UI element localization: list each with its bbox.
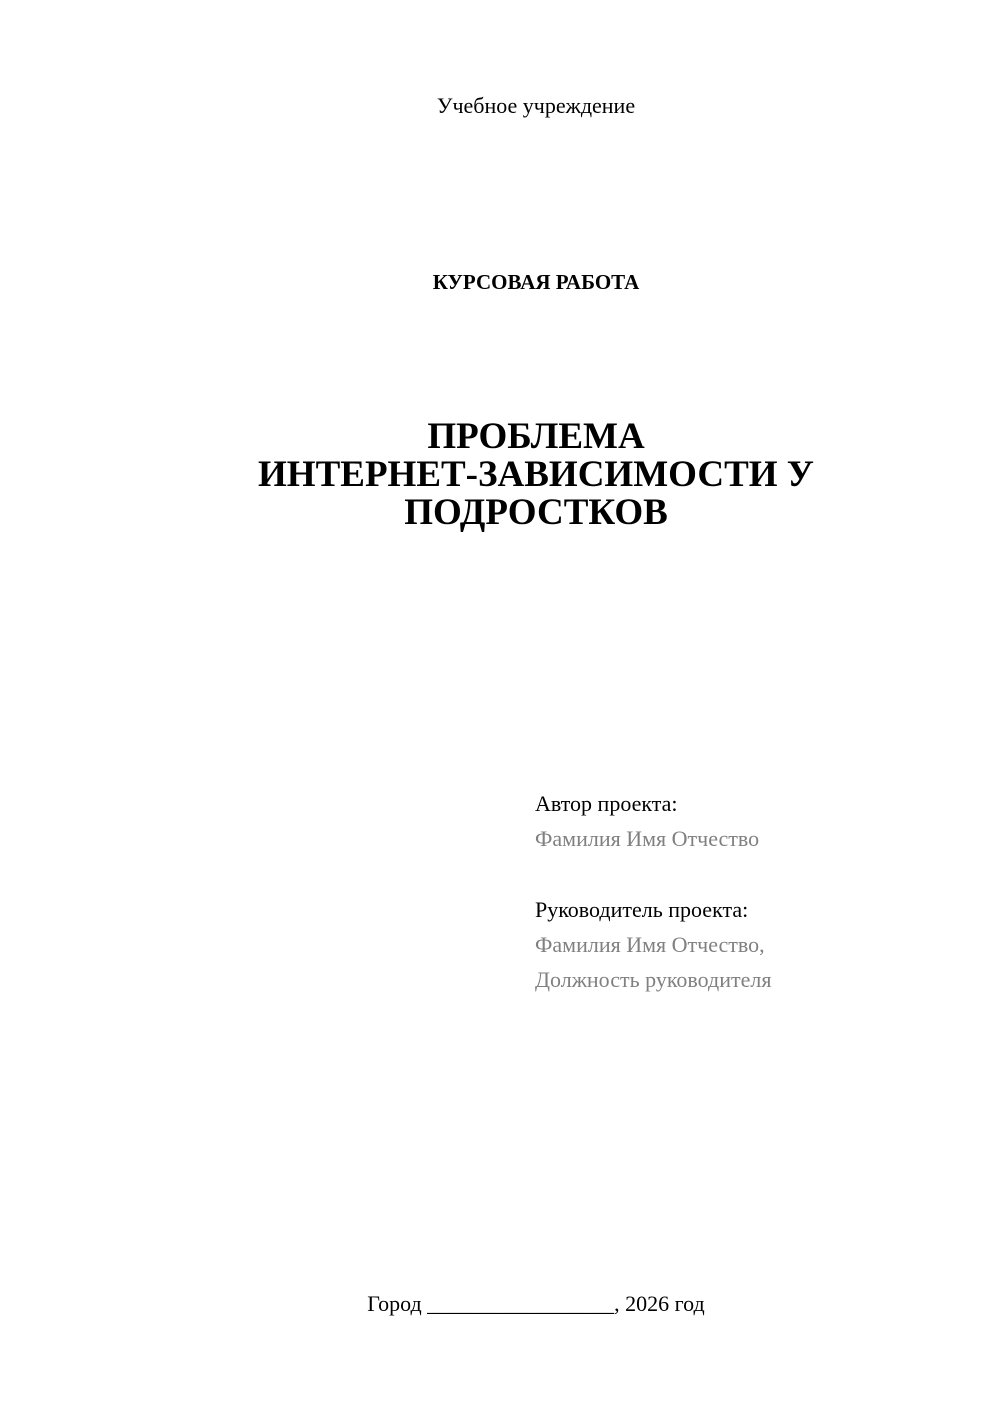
title-line-1: ПРОБЛЕМА — [427, 416, 645, 457]
work-type-heading: КУРСОВАЯ РАБОТА — [432, 270, 640, 294]
supervisor-name: Фамилия Имя Отчество, — [535, 932, 765, 957]
supervisor-position: Должность руководителя — [535, 967, 772, 992]
document-title — [0, 418, 1000, 532]
spacer — [535, 856, 975, 892]
title-line-2: ИНТЕРНЕТ-ЗАВИСИМОСТИ У — [258, 454, 814, 495]
title-line-3: ПОДРОСТКОВ — [404, 492, 668, 533]
author-label: Автор проекта: — [535, 791, 678, 816]
city-year-line: Город _________________, 2026 год — [367, 1291, 705, 1316]
institution-name: Учебное учреждение — [436, 93, 636, 118]
project-info-block — [535, 786, 975, 997]
author-name: Фамилия Имя Отчество — [535, 826, 760, 851]
supervisor-label: Руководитель проекта: — [535, 897, 749, 922]
